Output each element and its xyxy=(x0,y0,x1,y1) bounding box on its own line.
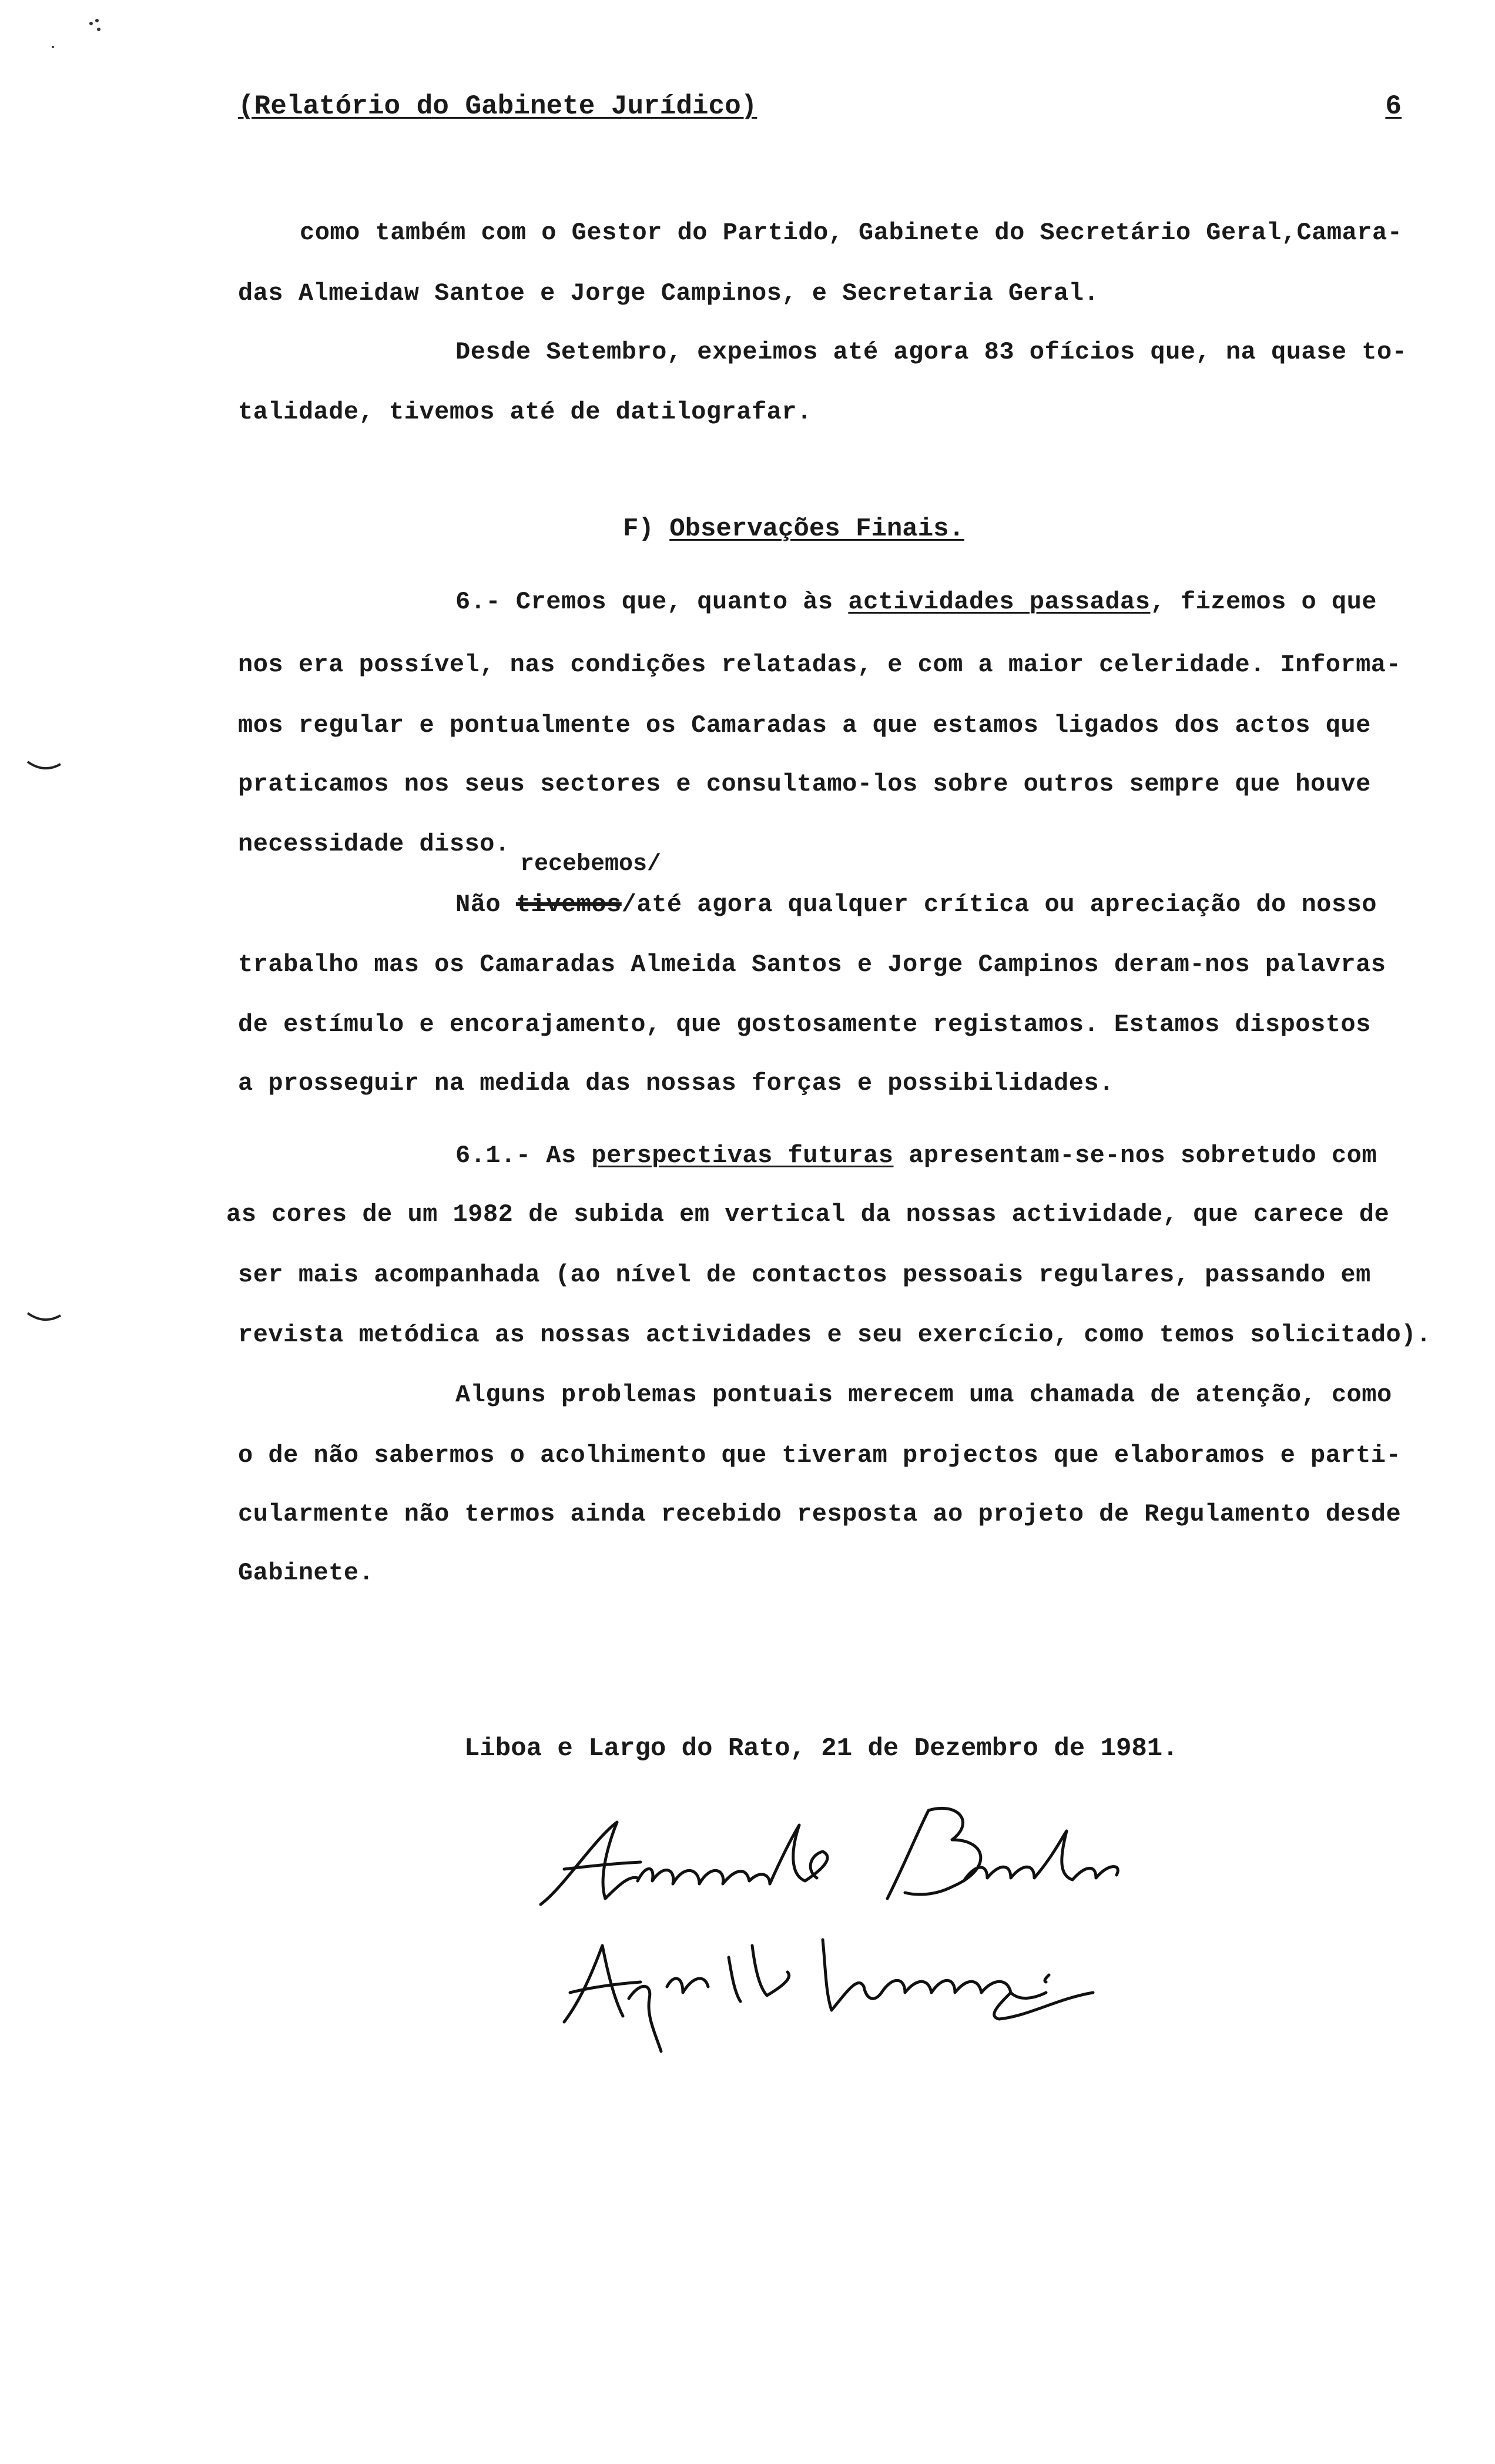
para6b-first-line xyxy=(455,892,1431,917)
body-line-4: talidade, tivemos até de datilografar. xyxy=(238,398,812,426)
section-heading xyxy=(623,514,964,544)
para6-first-line xyxy=(455,590,1431,614)
section-label: F) xyxy=(623,514,654,544)
para6b-line-3: de estímulo e encorajamento, que gostosamente registamos. Estamos dispostos xyxy=(238,1010,1371,1039)
date-line: Liboa e Largo do Rato, 21 de Dezembro de 1981. xyxy=(464,1734,1178,1763)
body-line-2: das Almeidaw Santoe e Jorge Campinos, e Secretaria Geral. xyxy=(238,279,1100,307)
para61-lead: As xyxy=(546,1141,576,1170)
para6b-line-4: a prosseguir na medida das nossas forças e possibilidades. xyxy=(238,1069,1114,1097)
para61-line-3: ser mais acompanhada (ao nível de contactos pessoais regulares, passando em xyxy=(238,1261,1371,1289)
para6-line-4: praticamos nos seus sectores e consultamo-los sobre outros sempre que houve xyxy=(238,770,1371,798)
para61-line-4: revista metódica as nossas actividades e seu exercício, como temos solicitado). xyxy=(238,1321,1432,1349)
para6-tail: , fizemos o que xyxy=(1150,588,1377,616)
margin-mark-1 xyxy=(26,758,62,776)
para6-lead: Cremos que, quanto às xyxy=(515,588,833,616)
body-line-3: Desde Setembro, expeimos até agora 83 ofícios que, na quase to- xyxy=(455,338,1407,366)
final-line-4: Gabinete. xyxy=(238,1559,374,1587)
para61-tail: apresentam-se-nos sobretudo com xyxy=(909,1141,1377,1170)
final-line-2: o de não sabermos o acolhimento que tiveram projectos que elaboramos e parti- xyxy=(238,1441,1402,1469)
handwritten-insertion: recebemos/ xyxy=(520,851,662,878)
final-line-3: cularmente não termos ainda recebido resposta ao projeto de Regulamento desde xyxy=(238,1500,1402,1528)
para6b-lead: Não xyxy=(455,890,501,919)
body-line-1: como também com o Gestor do Partido, Gabinete do Secretário Geral,Camara- xyxy=(300,219,1403,247)
margin-mark-2 xyxy=(26,1310,62,1327)
report-title: (Relatório do Gabinete Jurídico) xyxy=(238,91,757,122)
para61-first-line xyxy=(455,1143,1431,1168)
para6-underlined: actividades passadas xyxy=(848,588,1151,616)
para6b-line-2: trabalho mas os Camaradas Almeida Santos e Jorge Campinos deram-nos palavras xyxy=(238,950,1386,979)
signature-drawing xyxy=(529,1799,1293,2057)
page-header xyxy=(238,91,1402,132)
final-line-1: Alguns problemas pontuais merecem uma chamada de atenção, como xyxy=(455,1381,1392,1409)
para6b-tail: /até agora qualquer crítica ou apreciação do nosso xyxy=(621,890,1377,919)
handwritten-signatures xyxy=(529,1799,1293,2057)
scan-artifact-marks xyxy=(35,12,106,66)
page-number: 6 xyxy=(1385,91,1402,122)
para61-number: 6.1.- xyxy=(455,1141,531,1170)
section-title: Observações Finais. xyxy=(669,514,964,544)
para61-underlined: perspectivas futuras xyxy=(591,1141,894,1170)
para6-line-3: mos regular e pontualmente os Camaradas a que estamos ligados dos actos que xyxy=(238,711,1371,739)
para6-number: 6.- xyxy=(455,588,501,616)
para6-line-5: necessidade disso. xyxy=(238,830,510,858)
para6-line-2: nos era possível, nas condições relatadas, e com a maior celeridade. Informa- xyxy=(238,651,1402,679)
para61-line-2: as cores de um 1982 de subida em vertical da nossas actividade, que carece de xyxy=(226,1200,1390,1228)
struck-word: tivemos xyxy=(515,890,622,919)
